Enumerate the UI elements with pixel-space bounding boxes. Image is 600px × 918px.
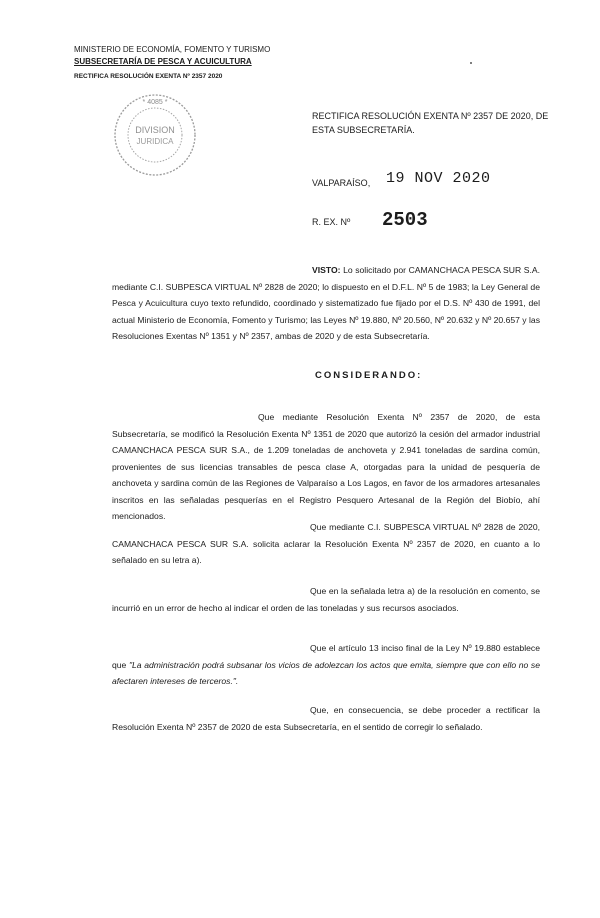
considerando-5-first: Que, en consecuencia, se debe proceder a rectificar	[310, 705, 529, 715]
visto-paragraph	[112, 262, 540, 345]
resolution-number: 2503	[382, 209, 428, 231]
document-title: RECTIFICA RESOLUCIÓN EXENTA Nº 2357 DE 2020, DE ESTA SUBSECRETARÍA.	[312, 111, 549, 135]
header-subsecretaria: SUBSECRETARÍA DE PESCA Y ACUICULTURA	[74, 57, 252, 66]
stamp-line-2: JURIDICA	[136, 137, 174, 146]
considerando-4-first: Que el artículo 13 inciso final de la Ley Nº 19.880	[310, 643, 501, 653]
visto-label: VISTO:	[312, 265, 341, 275]
considerando-4-rest-plain: establece que	[112, 643, 540, 670]
header-ministry: MINISTERIO DE ECONOMÍA, FOMENTO Y TURISMO	[74, 45, 271, 54]
scan-speck	[470, 62, 472, 64]
considerando-5	[112, 702, 540, 735]
considerando-2-rest: 2020, CAMANCHACA PESCA SUR S.A. solicita aclarar la Resolución Exenta Nº 2357 de 2020, en cuanto a lo señalado en su letra a).	[112, 522, 540, 565]
considerando-1-rest: 2020, de esta Subsecretaría, se modificó la Resolución Exenta Nº 1351 de 2020 que autorizó la cesión del armador industrial CAMANCHACA PESCA SUR S.A., de 1.209 toneladas de anchoveta y 2.941 toneladas de sardina común, provenientes de sus licencias transables de pesca clase A, otorgadas para la unidad de pesquería de anchoveta y sardina común de las Regiones de Valparaíso a Los Lagos, en favor de los armadores artesanales inscritos en las señaladas pesquerías en el Registro Pesquero Artesanal de la Región del Biobío, ahí mencionados.	[112, 412, 540, 521]
considerando-5-rest: la Resolución Exenta Nº 2357 de 2020 de esta Subsecretaría, en el sentido de corregir lo señalado.	[112, 705, 540, 732]
considerando-4	[112, 640, 540, 690]
header-reference: RECTIFICA RESOLUCIÓN EXENTA Nº 2357 2020	[74, 73, 223, 80]
considerando-3-first: Que en la señalada letra a) de la resolución en	[310, 586, 491, 596]
stamp-top-text: * 4085 *	[142, 99, 168, 106]
stamp-line-1: DIVISION	[135, 125, 175, 135]
visto-text-rest: S.A. mediante C.I. SUBPESCA VIRTUAL Nº 2828 de 2020; lo dispuesto en el D.F.L. Nº 5 de 1983; la Ley General de Pesca y Acuicultura cuyo texto refundido, coordinado y sistematizado fue fijado por el D.S. Nº 430 de 1991, del actual Ministerio de Economía, Fomento y Turismo; las Leyes Nº 19.880, Nº 20.560, Nº 20.632 y Nº 20.657 y las Resoluciones Exentas Nº 1351 y Nº 2357, ambas de 2020 y de esta Subsecretaría.	[112, 265, 541, 341]
considerando-4-quote: "La administración podrá subsanar los vicios de adolezcan los actos que emita, siempre que con ello no se afectaren intereses de terceros.".	[112, 659, 540, 686]
considerando-2-first: Que mediante C.I. SUBPESCA VIRTUAL Nº 2828 de	[310, 522, 516, 532]
place-label: VALPARAÍSO,	[312, 178, 371, 188]
considerando-2	[112, 519, 540, 569]
considerando-1-first: Que mediante Resolución Exenta Nº 2357 de	[258, 412, 468, 422]
considerando-1	[112, 409, 540, 525]
considerando-heading: CONSIDERANDO:	[315, 370, 423, 381]
resolution-label: R. EX. Nº	[312, 217, 351, 227]
date-stamp: 19 NOV 2020	[386, 170, 491, 187]
considerando-3-rest: comento, se incurrió en un error de hecho al indicar el orden de las toneladas y sus recursos asociados.	[112, 586, 541, 613]
considerando-3	[112, 583, 540, 616]
division-juridica-stamp	[112, 92, 198, 178]
visto-text-first: Lo solicitado por CAMANCHACA PESCA SUR	[343, 265, 522, 275]
